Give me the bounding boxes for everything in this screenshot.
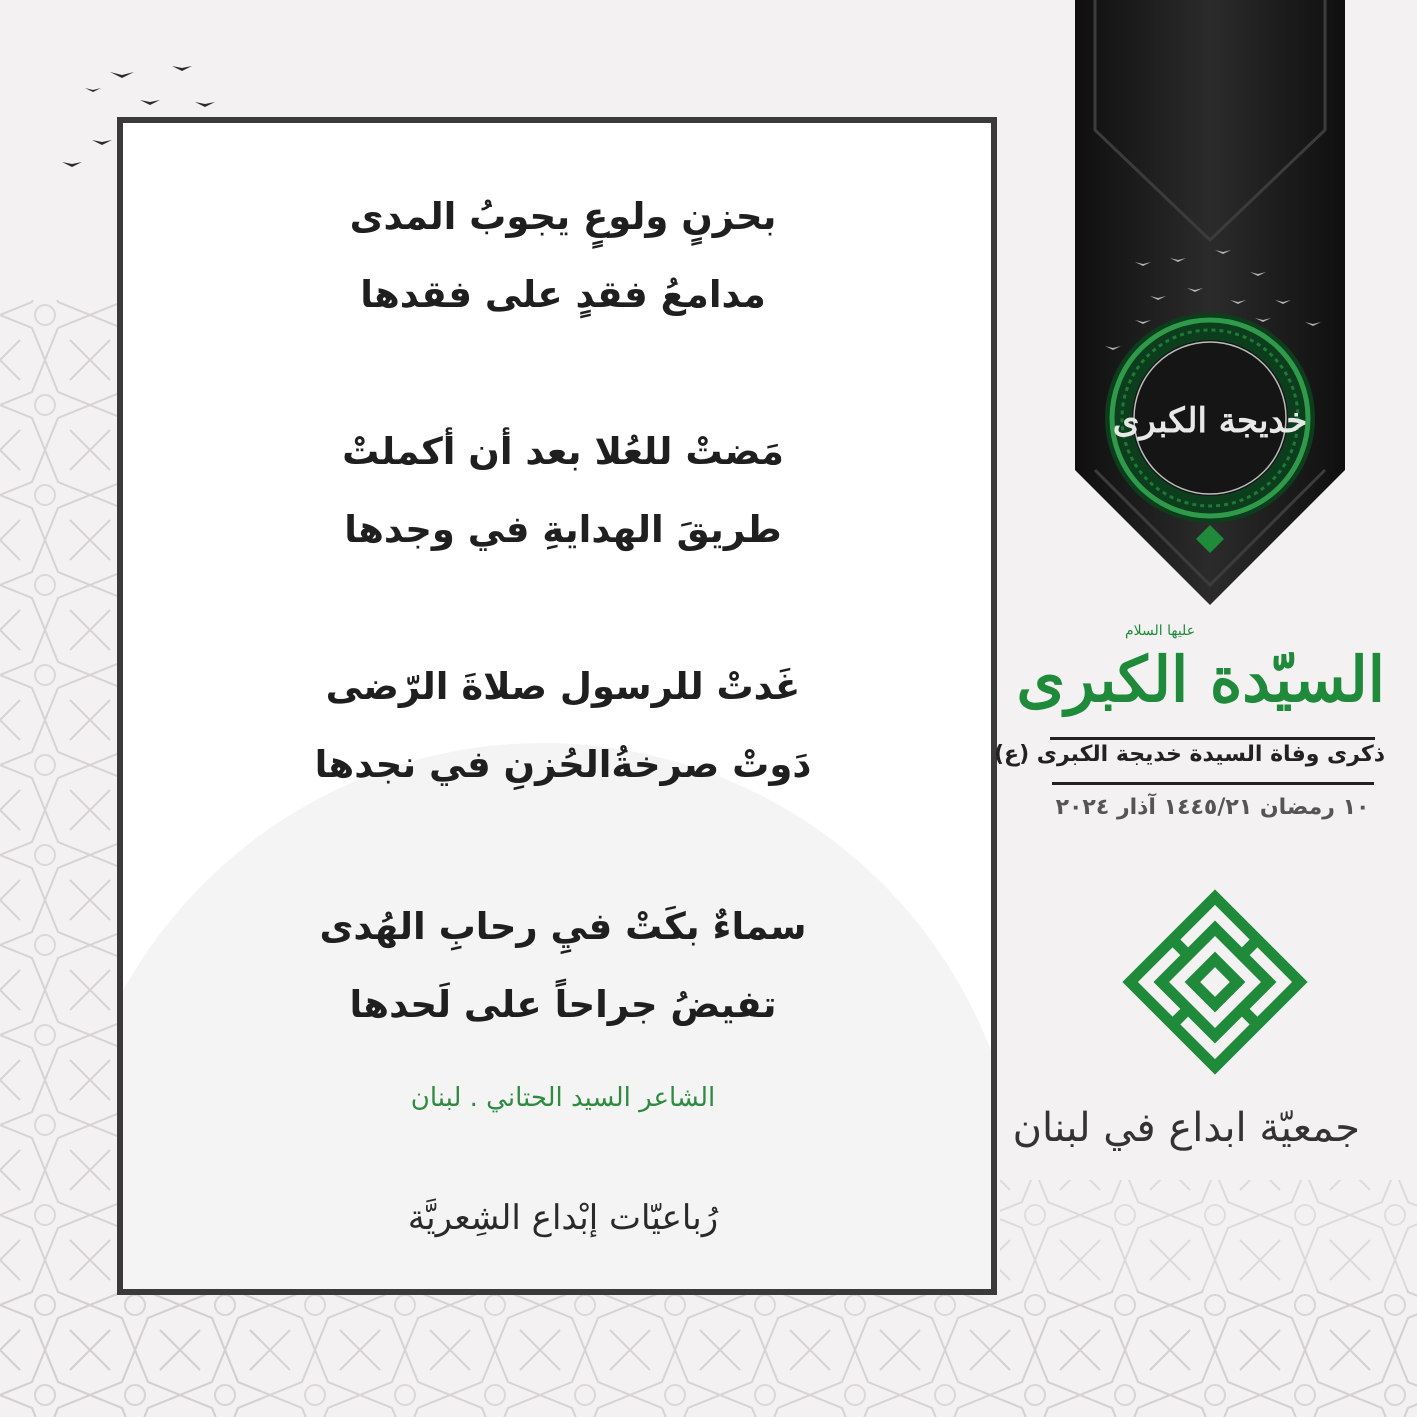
divider [1050,737,1375,740]
kufic-emblem-icon [1115,885,1315,1080]
verse-line: طريقَ الهدايةِ في وجدها [344,508,782,551]
verse-line: غَدتْ للرسول صلاةَ الرّضى [325,665,801,708]
divider [1052,782,1374,785]
poem-card [117,117,997,1295]
stanza-4 [123,888,997,1044]
verse-line: سماءٌ بكَتْ فيِ رحابِ الهُدى [319,905,807,948]
event-calligraphy-title: السيّدة الكبرى [1016,643,1385,716]
stanza-3 [123,648,997,804]
verse-line: بحزنٍ ولوعٍ يجوبُ المدى [349,195,777,238]
event-date: ١٠ رمضان ١٤٤٥/٢١ آذار ٢٠٢٤ [1055,795,1370,820]
series-title: رُباعيّات إبْداع الشِعريَّة [407,1198,719,1238]
medallion [1105,313,1315,523]
mourning-banner [1075,0,1345,610]
stanza-2 [123,413,997,569]
verse-line: تفيضُ جراحاً على لَحدها [349,983,777,1026]
poet-credit: الشاعر السيد الحتاني . لبنان [410,1083,716,1113]
verse-line: مدامعُ فقدٍ على فقدها [360,273,766,316]
honorific: عليها السلام [1125,623,1196,639]
verse-line: مَضتْ للعُلا بعد أن أكملتْ [342,430,784,473]
stanza-1 [123,178,997,334]
event-title-block [993,615,1385,830]
verse-line: دَوتْ صرخةُالحُزنِ في نجدها [314,743,812,786]
event-subtitle: ذكرى وفاة السيدة خديجة الكبرى (ع) [993,742,1385,767]
medallion-calligraphy: خديجة الكبرى [1112,401,1308,441]
organization-name: جمعيّة ابداع في لبنان [1012,1105,1360,1151]
